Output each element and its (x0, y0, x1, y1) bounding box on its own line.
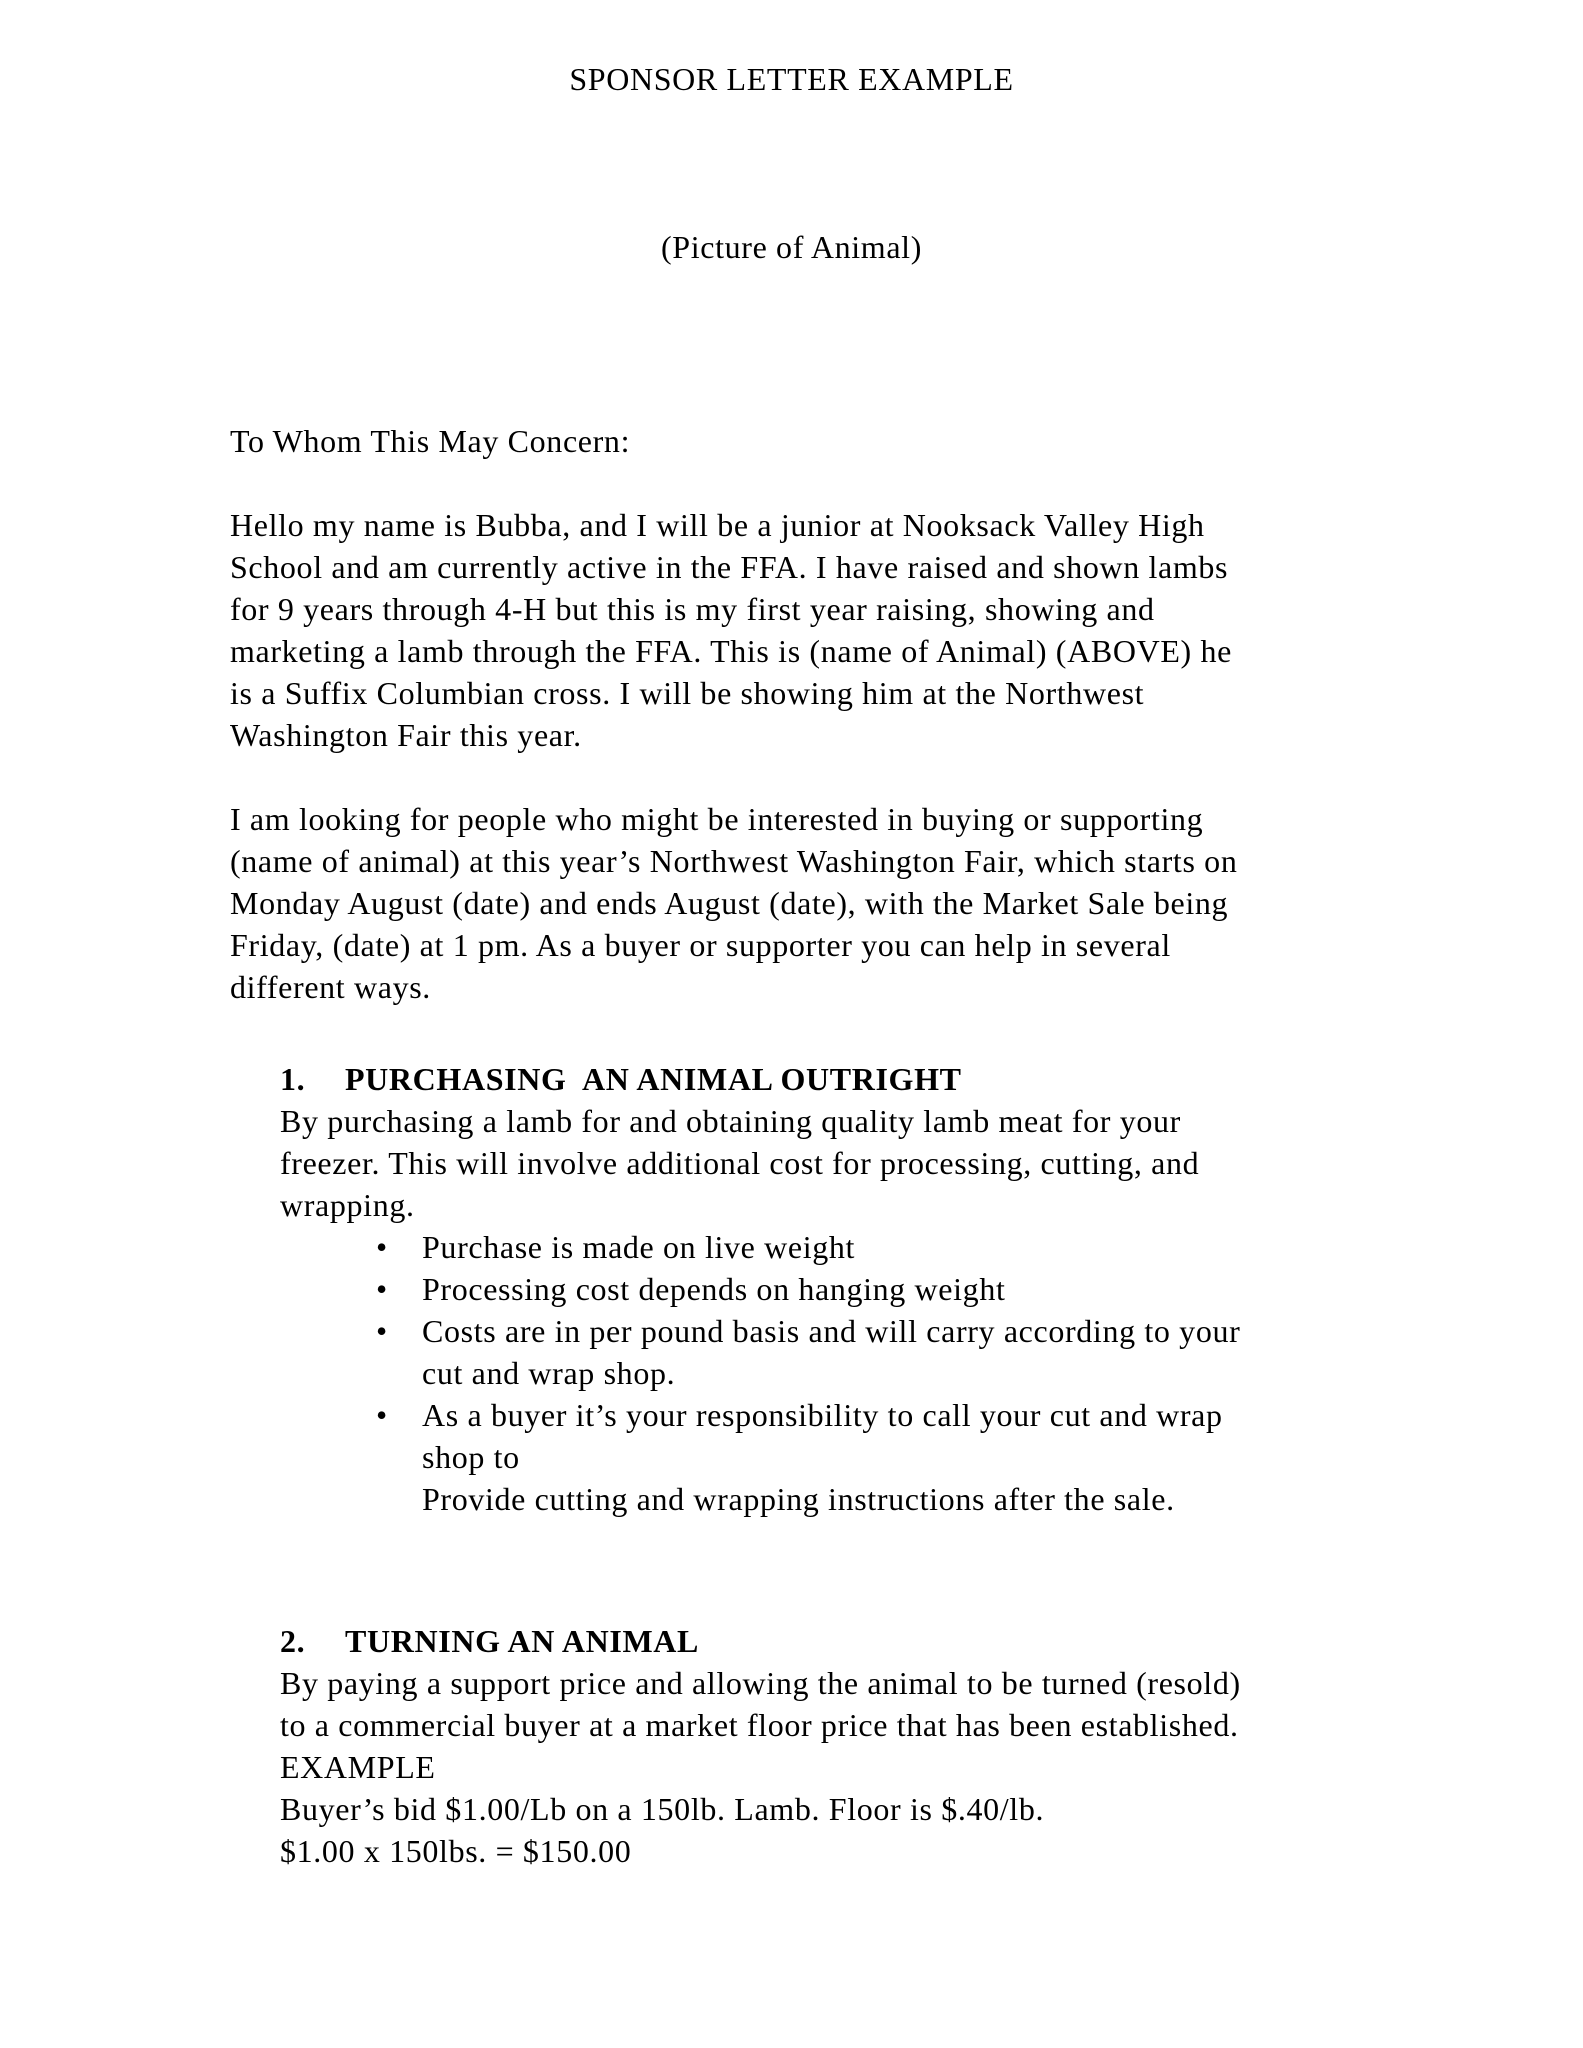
bullet-item (280, 1268, 1463, 1310)
section-1 (280, 1058, 1463, 1520)
bullet-line (280, 1310, 1463, 1352)
bullet-text: Purchase is made on live weight (422, 1229, 856, 1265)
section-body-line: $1.00 x 150lbs. = $150.00 (280, 1833, 632, 1869)
bullet-icon: • (376, 1397, 388, 1433)
options-sections (230, 1058, 1463, 1872)
bullet-list (280, 1226, 1463, 1520)
bullet-continuation-line: Provide cutting and wrapping instructions after the sale. (422, 1481, 1175, 1517)
paragraph-line: Hello my name is Bubba, and I will be a junior at Nooksack Valley High (230, 507, 1205, 543)
section-body-line: to a commercial buyer at a market floor price that has been established. (280, 1707, 1239, 1743)
section-body-line: By purchasing a lamb for and obtaining quality lamb meat for your (280, 1103, 1181, 1139)
section-body-line: freezer. This will involve additional cost for processing, cutting, and (280, 1145, 1200, 1181)
picture-of-animal-placeholder: (Picture of Animal) (661, 229, 922, 265)
section-heading (280, 1620, 1463, 1662)
intro-paragraph-2 (230, 798, 1463, 1008)
bullet-text: As a buyer it’s your responsibility to call your cut and wrap (422, 1397, 1223, 1433)
paragraph-line: School and am currently active in the FFA. I have raised and shown lambs (230, 549, 1229, 585)
bullet-line (280, 1268, 1463, 1310)
paragraph-line: marketing a lamb through the FFA. This is (name of Animal) (ABOVE) he (230, 633, 1232, 669)
section-body-line: By paying a support price and allowing the animal to be turned (resold) (280, 1665, 1241, 1701)
letter-body (230, 420, 1463, 1872)
bullet-continuation-line: cut and wrap shop. (422, 1355, 676, 1391)
section-heading (280, 1058, 1463, 1100)
bullet-item (280, 1226, 1463, 1268)
paragraph-line: I am looking for people who might be interested in buying or supporting (230, 801, 1204, 837)
section-title: TURNING AN ANIMAL (345, 1623, 700, 1659)
bullet-line (280, 1226, 1463, 1268)
bullet-icon: • (376, 1229, 388, 1265)
bullet-item (280, 1310, 1463, 1394)
bullet-item (280, 1394, 1463, 1520)
bullet-continuation-line: shop to (422, 1439, 520, 1475)
document-title: SPONSOR LETTER EXAMPLE (569, 61, 1014, 97)
paragraph-line: for 9 years through 4-H but this is my first year raising, showing and (230, 591, 1155, 627)
section-body-line: wrapping. (280, 1187, 415, 1223)
paragraph-line: is a Suffix Columbian cross. I will be showing him at the Northwest (230, 675, 1145, 711)
section-2 (280, 1620, 1463, 1872)
bullet-text: Processing cost depends on hanging weight (422, 1271, 1006, 1307)
paragraph-line: (name of animal) at this year’s Northwest Washington Fair, which starts on (230, 843, 1238, 879)
section-title: PURCHASING AN ANIMAL OUTRIGHT (345, 1061, 962, 1097)
paragraph-line: Washington Fair this year. (230, 717, 582, 753)
section-number: 2. (280, 1623, 306, 1659)
salutation: To Whom This May Concern: (230, 423, 631, 459)
bullet-text: Costs are in per pound basis and will carry according to your (422, 1313, 1241, 1349)
intro-paragraph-1 (230, 504, 1463, 756)
section-body-line: EXAMPLE (280, 1749, 436, 1785)
section-body-line: Buyer’s bid $1.00/Lb on a 150lb. Lamb. Floor is $.40/lb. (280, 1791, 1045, 1827)
intro-paragraphs (230, 504, 1463, 1008)
bullet-icon: • (376, 1271, 388, 1307)
paragraph-line: Monday August (date) and ends August (date), with the Market Sale being (230, 885, 1229, 921)
section-number: 1. (280, 1061, 306, 1097)
bullet-line (280, 1394, 1463, 1436)
paragraph-line: different ways. (230, 969, 431, 1005)
bullet-icon: • (376, 1313, 388, 1349)
paragraph-line: Friday, (date) at 1 pm. As a buyer or supporter you can help in several (230, 927, 1171, 963)
